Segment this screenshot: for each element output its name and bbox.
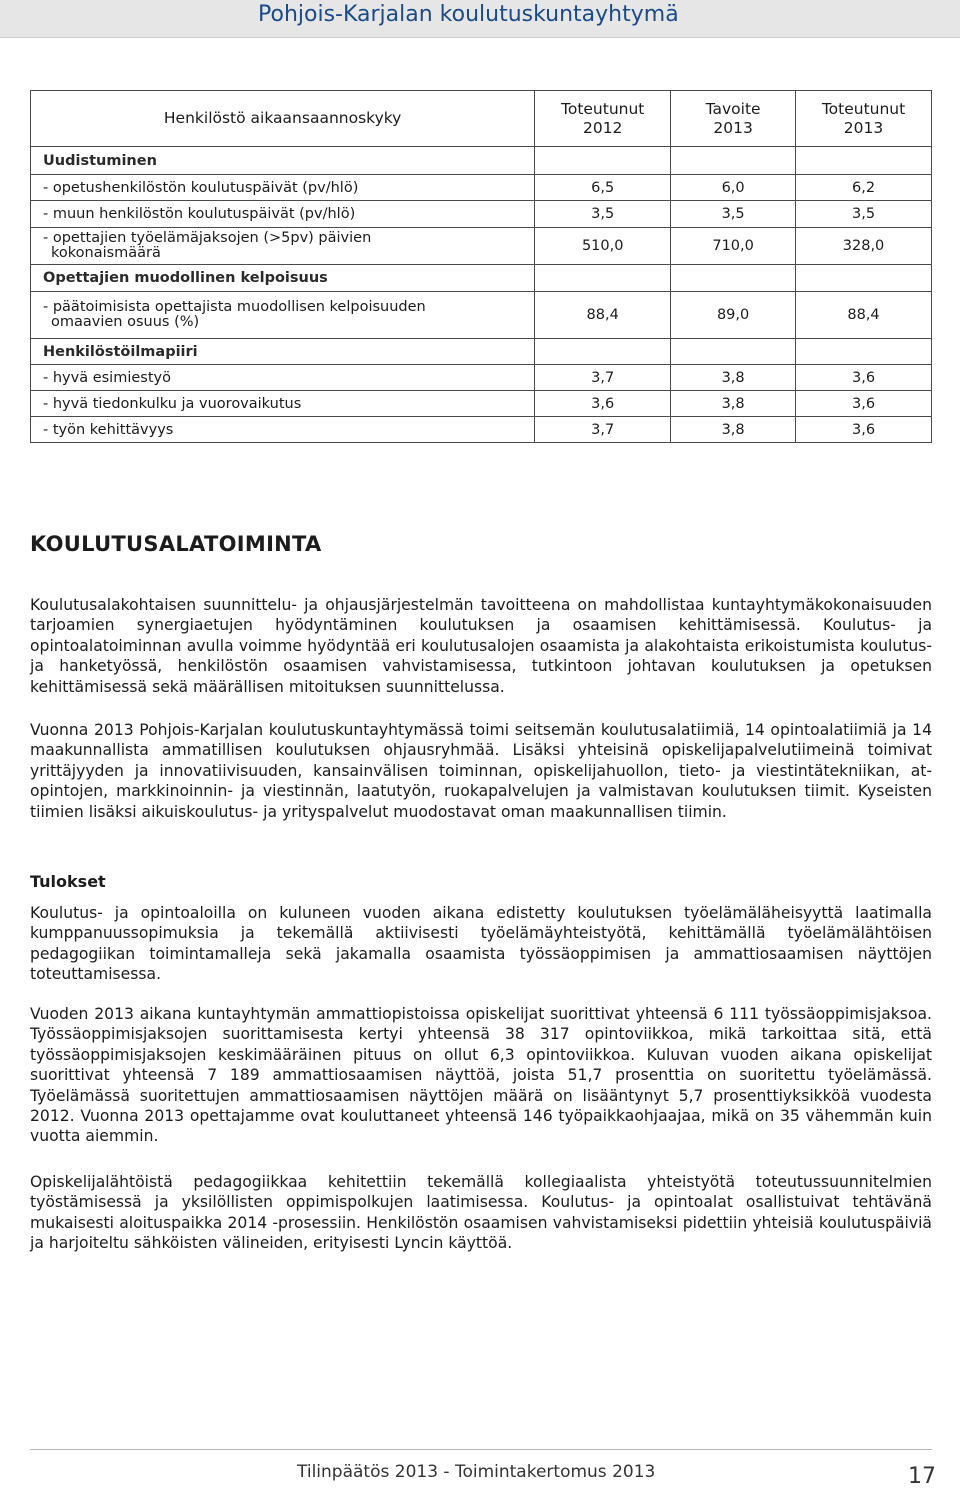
- row-value: [796, 147, 932, 175]
- results-heading: Tulokset: [30, 872, 106, 891]
- column-header-line: Toteutunut: [561, 99, 645, 118]
- column-header-year: 2013: [713, 118, 753, 137]
- row-label: [31, 417, 535, 443]
- row-value: [535, 147, 671, 175]
- row-label-text: - hyvä tiedonkulku ja vuorovaikutus: [43, 395, 302, 412]
- row-value: 3,6: [796, 417, 932, 443]
- row-label-text: - opettajien työelämäjaksojen (>5pv) päivien: [43, 230, 372, 246]
- column-header: [796, 91, 932, 147]
- row-label-continuation: kokonaismäärä: [51, 245, 161, 261]
- row-value: [671, 265, 796, 292]
- header-title: Pohjois-Karjalan koulutuskuntayhtymä: [258, 2, 679, 27]
- row-value: 3,7: [535, 365, 671, 391]
- row-label-text: - työn kehittävyys: [43, 421, 174, 438]
- row-label: [31, 339, 535, 365]
- table-row: [31, 391, 932, 417]
- row-label-text: Opettajien muodollinen kelpoisuus: [43, 270, 328, 286]
- row-label: [31, 365, 535, 391]
- row-label: [31, 391, 535, 417]
- page-header: [0, 0, 960, 38]
- row-value: [796, 265, 932, 292]
- row-value: 3,5: [535, 201, 671, 228]
- results-paragraph: Koulutus- ja opintoaloilla on kuluneen vuoden aikana edistetty koulutuksen työelämäläheisyyttä laatimalla kumppanuussopimuksia ja tekemällä aktiivisesti työelämäyhteistyötä, kehittämällä työelämälähtöisen pedagogiikan toimintamalleja sekä jakamalla osaamista työssäoppimisen ja ammattiosaamisen näyttöjen toteuttamisessa.: [30, 904, 932, 984]
- table-title: Henkilöstö aikaansaannoskyky: [31, 91, 535, 147]
- row-label: [31, 201, 535, 228]
- row-label-text: - muun henkilöstön koulutuspäivät (pv/hlö): [43, 206, 356, 222]
- table-section-row: [31, 339, 932, 365]
- row-value: [796, 339, 932, 365]
- row-value: 3,6: [796, 365, 932, 391]
- row-label: [31, 228, 535, 265]
- table-section-row: [31, 265, 932, 292]
- row-label: [31, 147, 535, 175]
- table-row: [31, 292, 932, 339]
- row-label: [31, 265, 535, 292]
- footer-divider: [30, 1449, 932, 1450]
- row-value: [535, 339, 671, 365]
- row-label-continuation: omaavien osuus (%): [51, 314, 200, 330]
- column-header-year: 2013: [843, 118, 884, 137]
- row-value: 88,4: [796, 292, 932, 339]
- row-label: [31, 175, 535, 201]
- results-paragraph: Vuoden 2013 aikana kuntayhtymän ammattiopistoissa opiskelijat suorittivat yhteensä 6 111 työssäoppimisjaksoa. Työssäoppimisjaksojen suorittamisesta kertyi yhteensä 38 317 opintoviikkoa, mikä tarkoittaa sitä, että työssäoppimisjaksojen keskimääräinen pituus on ollut 6,3 opintoviikkoa. Kuluvan vuoden aikana opiskelijat suorittivat yhteensä 7 189 ammattiosaamisen näyttöä, joista 51,7 prosenttia on suoritettu työelämässä. Työelämässä suoritettujen ammattiosaamisen näyttöjen määrä on lisääntynyt 5,7 prosenttiyksikköä vuodesta 2012. Vuonna 2013 opettajamme ovat kouluttaneet yhteensä 146 työpaikkaohjaajaa, mikä on 35 vähemmän kuin vuotta aiemmin.: [30, 1005, 932, 1146]
- table-header-row: [31, 91, 932, 147]
- column-header: [535, 91, 671, 147]
- section-paragraph: Vuonna 2013 Pohjois-Karjalan koulutuskuntayhtymässä toimi seitsemän koulutusalatiimiä, 14 opintoalatiimiä ja 14 maakunnallista ammatillisen koulutuksen ohjausryhmää. Lisäksi yhteisinä opiskelijapalvelutiimeinä toimivat yrittäjyyden ja innovatiivisuuden, kansainvälisen toiminnan, opiskelijahuollon, tieto- ja viestintätekniikan, at-opintojen, markkinoinnin- ja viestinnän, laatutyön, ruokapalvelujen ja valmistavan koulutuksen tiimit. Kyseisten tiimien lisäksi aikuiskoulutus- ja yrityspalvelut muodostavat oman maakunnallisen tiimin.: [30, 721, 932, 821]
- row-value: 710,0: [671, 228, 796, 265]
- row-label-text: Uudistuminen: [43, 152, 157, 169]
- row-value: [671, 339, 796, 365]
- row-label-text: - päätoimisista opettajista muodollisen kelpoisuuden: [43, 299, 426, 315]
- staff-performance-table: [30, 90, 932, 443]
- column-header: [671, 91, 796, 147]
- column-header-year: 2012: [582, 118, 623, 137]
- row-value: 6,5: [535, 175, 671, 201]
- row-value: 3,5: [796, 201, 932, 228]
- row-value: 6,2: [796, 175, 932, 201]
- row-value: 6,0: [671, 175, 796, 201]
- row-value: 3,8: [671, 417, 796, 443]
- row-label-text: - opetushenkilöstön koulutuspäivät (pv/hlö): [43, 179, 359, 196]
- row-label-text: - hyvä esimiestyö: [43, 369, 171, 386]
- table-row: [31, 365, 932, 391]
- row-value: 328,0: [796, 228, 932, 265]
- row-value: 3,6: [535, 391, 671, 417]
- row-value: [671, 147, 796, 175]
- row-value: 3,8: [671, 365, 796, 391]
- section-paragraph: Koulutusalakohtaisen suunnittelu- ja ohjausjärjestelmän tavoitteena on mahdollistaa kuntayhtymäkokonaisuuden tarjoamien synergiaetujen hyödyntäminen koulutuksen ja osaamisen kehittämisessä. Koulutus- ja opintoalatoiminnan avulla voimme hyödyntää eri koulutusalojen osaamista ja alakohtaista erikoistumista koulutus- ja hanketyössä, henkilöstön osaamisen vahvistamisessa, tutkintoon johtavan koulutuksen ja opetuksen kehittämisessä sekä määrällisen mitoituksen suunnittelussa.: [30, 596, 932, 696]
- row-value: 510,0: [535, 228, 671, 265]
- table-row: [31, 201, 932, 228]
- row-label-text: Henkilöstöilmapiiri: [43, 343, 198, 360]
- table-section-row: [31, 147, 932, 175]
- row-value: 3,7: [535, 417, 671, 443]
- row-value: 89,0: [671, 292, 796, 339]
- footer-text: Tilinpäätös 2013 - Toimintakertomus 2013: [297, 1462, 656, 1482]
- table-row: [31, 228, 932, 265]
- row-value: 3,6: [796, 391, 932, 417]
- table-row: [31, 175, 932, 201]
- row-value: [535, 265, 671, 292]
- row-label: [31, 292, 535, 339]
- column-header-line: Toteutunut: [821, 99, 906, 118]
- page-number: 17: [908, 1464, 936, 1489]
- column-header-line: Tavoite: [705, 99, 761, 118]
- section-heading: KOULUTUSALATOIMINTA: [30, 532, 322, 556]
- row-value: 3,5: [671, 201, 796, 228]
- results-paragraph: Opiskelijalähtöistä pedagogiikkaa kehitettiin tekemällä kollegiaalista yhteistyötä toteutussuunnitelmien työstämisessä ja yksilöllisten oppimispolkujen laatimisessa. Koulutus- ja opintoalat osallistuivat tehtävänä mukaisesti aloituspaikka 2014 -prosessiin. Henkilöstön osaamisen vahvistamiseksi pidettiin yhteisiä koulutuspäiviä ja harjoiteltu sähköisten välineiden, erityisesti Lyncin käyttöä.: [30, 1173, 932, 1253]
- table-row: [31, 417, 932, 443]
- row-value: 88,4: [535, 292, 671, 339]
- row-value: 3,8: [671, 391, 796, 417]
